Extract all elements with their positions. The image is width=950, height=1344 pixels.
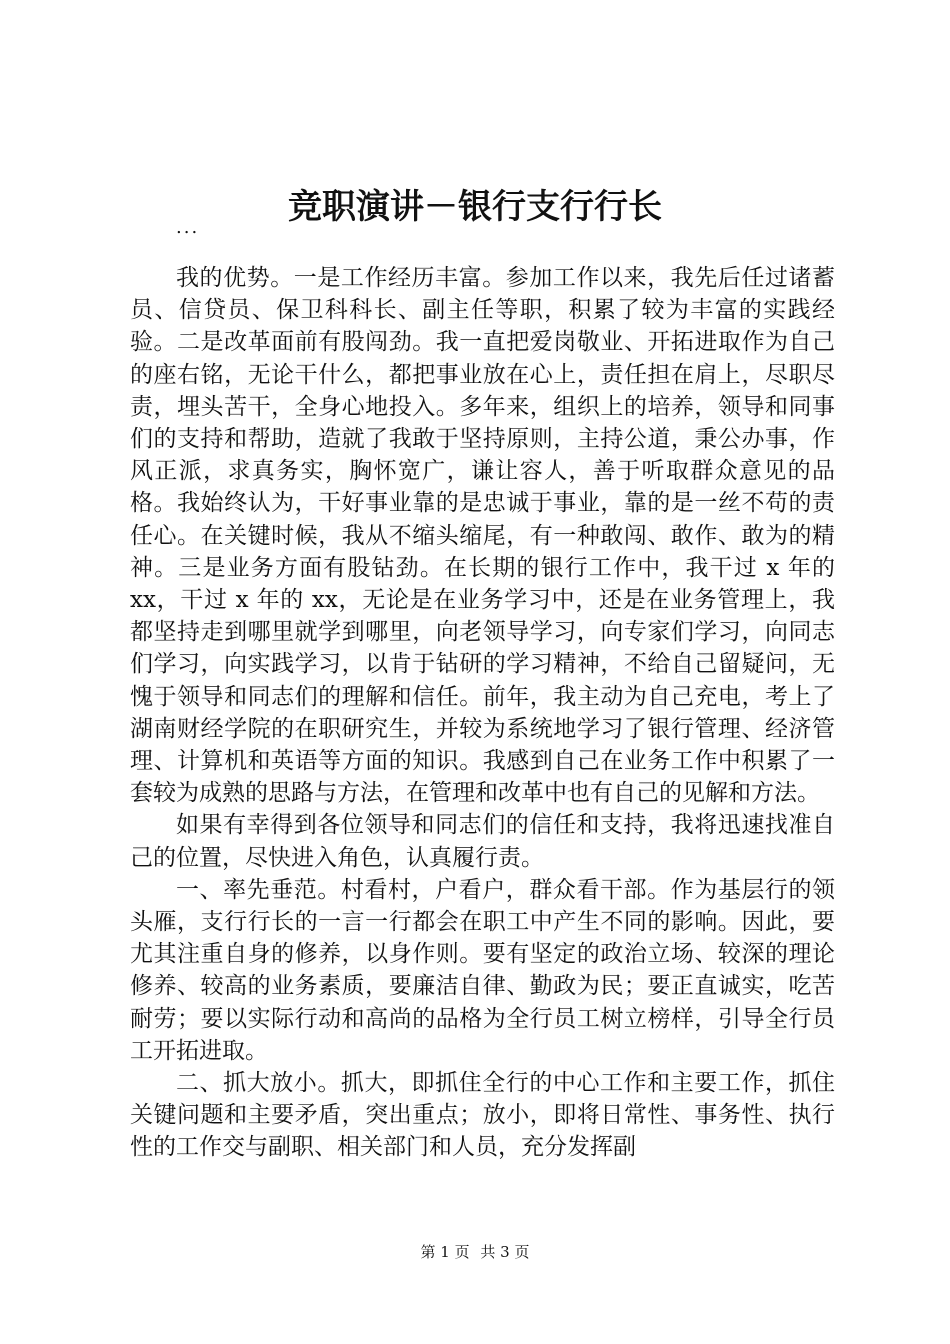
page-footer [0, 1242, 950, 1262]
ellipsis-marker: ... [176, 217, 200, 238]
paragraph-focus-priorities: 二、抓大放小。抓大，即抓住全行的中心工作和主要工作，抓住关键问题和主要矛盾，突出重点；放小，即将日常性、事务性、执行性的工作交与副职、相关部门和人员，充分发挥副 [130, 1070, 835, 1161]
paragraph-commitment: 如果有幸得到各位领导和同志们的信任和支持，我将迅速找准自己的位置，尽快进入角色，认真履行责。 [130, 812, 835, 871]
page-number: 第 1 页 [420, 1243, 470, 1261]
document-title: 竞职演讲－银行支行行长 [288, 187, 662, 227]
document-body [130, 262, 835, 1164]
page-total: 共 3 页 [480, 1243, 530, 1261]
paragraph-advantages: 我的优势。一是工作经历丰富。参加工作以来，我先后任过诸蓄员、信贷员、保卫科科长、副主任等职，积累了较为丰富的实践经验。二是改革面前有股闯劲。我一直把爱岗敬业、开拓进取作为自己的座右铭，无论干什么，都把事业放在心上，责任担在肩上，尽职尽责，埋头苦干，全身心地投入。多年来，组织上的培养，领导和同事们的支持和帮助，造就了我敢于坚持原则，主持公道，秉公办事，作风正派，求真务实，胸怀宽广，谦让容人，善于听取群众意见的品格。我始终认为，干好事业靠的是忠诚于事业，靠的是一丝不苟的责任心。在关键时候，我从不缩头缩尾，有一种敢闯、敢作、敢为的精神。三是业务方面有股钻劲。在长期的银行工作中，我干过 x 年的 xx，干过 x 年的 xx，无论是在业务学习中，还是在业务管理上，我都坚持走到哪里就学到哪里，向老领导学习，向专家们学习，向同志们学习，向实践学习，以肯于钻研的学习精神，不给自己留疑问，无愧于领导和同志们的理解和信任。前年，我主动为自己充电，考上了湖南财经学院的在职研究生，并较为系统地学习了银行管理、经济管理、计算机和英语等方面的知识。我感到自己在业务工作中积累了一套较为成熟的思路与方法，在管理和改革中也有自己的见解和方法。 [130, 265, 835, 807]
paragraph-lead-by-example: 一、率先垂范。村看村，户看户，群众看干部。作为基层行的领头雁，支行行长的一言一行都会在职工中产生不同的影响。因此，要尤其注重自身的修养，以身作则。要有坚定的政治立场、较深的理论修养、较高的业务素质，要廉洁自律、勤政为民；要正直诚实，吃苦耐劳；要以实际行动和高尚的品格为全行员工树立榜样，引导全行员工开拓进取。 [130, 876, 835, 1064]
